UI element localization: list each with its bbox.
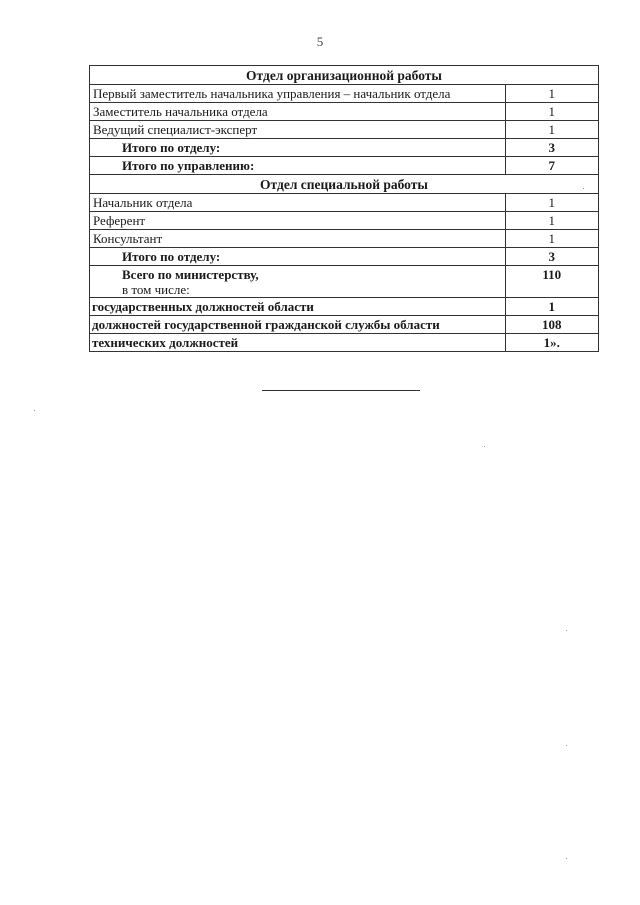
department-total-row [90,157,599,175]
ministry-total-sublabel: в том числе: [122,282,190,297]
breakdown-row [90,298,599,316]
position-count: 1 [505,194,598,212]
section-title-special: Отдел специальной работы [90,175,599,194]
table-row [90,230,599,248]
section-total-row [90,248,599,266]
scan-speck [566,858,567,859]
breakdown-row [90,316,599,334]
breakdown-count: 1». [505,334,598,352]
section-total-label: Итого по отделу: [90,248,506,266]
section-total-label: Итого по отделу: [90,139,506,157]
breakdown-name: государственных должностей области [90,298,506,316]
scan-speck [566,630,567,631]
position-name: Первый заместитель начальника управления – начальник отдела [90,85,506,103]
section-total-value: 3 [505,139,598,157]
position-count: 1 [505,121,598,139]
section-header-row [90,66,599,85]
table-row [90,212,599,230]
position-name: Референт [90,212,506,230]
department-total-label: Итого по управлению: [90,157,506,175]
staffing-table [89,65,599,352]
page-number: 5 [316,34,324,49]
breakdown-count: 108 [505,316,598,334]
table-row [90,121,599,139]
ministry-total-label: Всего по министерству, [122,267,259,282]
position-count: 1 [505,230,598,248]
breakdown-name: должностей государственной гражданской службы области [90,316,506,334]
section-title-organizational: Отдел организационной работы [90,66,599,85]
position-name: Ведущий специалист-эксперт [90,121,506,139]
ministry-total-row [90,266,599,298]
table-row [90,194,599,212]
section-header-row [90,175,599,194]
table-row [90,85,599,103]
scan-speck [484,446,485,447]
ministry-total-value: 110 [505,266,598,298]
end-of-document-rule [262,390,420,391]
department-total-value: 7 [505,157,598,175]
scan-speck [34,410,35,411]
position-name: Начальник отдела [90,194,506,212]
position-count: 1 [505,85,598,103]
scan-speck [583,188,584,189]
position-name: Консультант [90,230,506,248]
scan-speck [566,745,567,746]
breakdown-name: технических должностей [90,334,506,352]
position-name: Заместитель начальника отдела [90,103,506,121]
ministry-total-cell [90,266,506,298]
breakdown-count: 1 [505,298,598,316]
section-total-value: 3 [505,248,598,266]
position-count: 1 [505,103,598,121]
section-total-row [90,139,599,157]
breakdown-row [90,334,599,352]
position-count: 1 [505,212,598,230]
table-row [90,103,599,121]
